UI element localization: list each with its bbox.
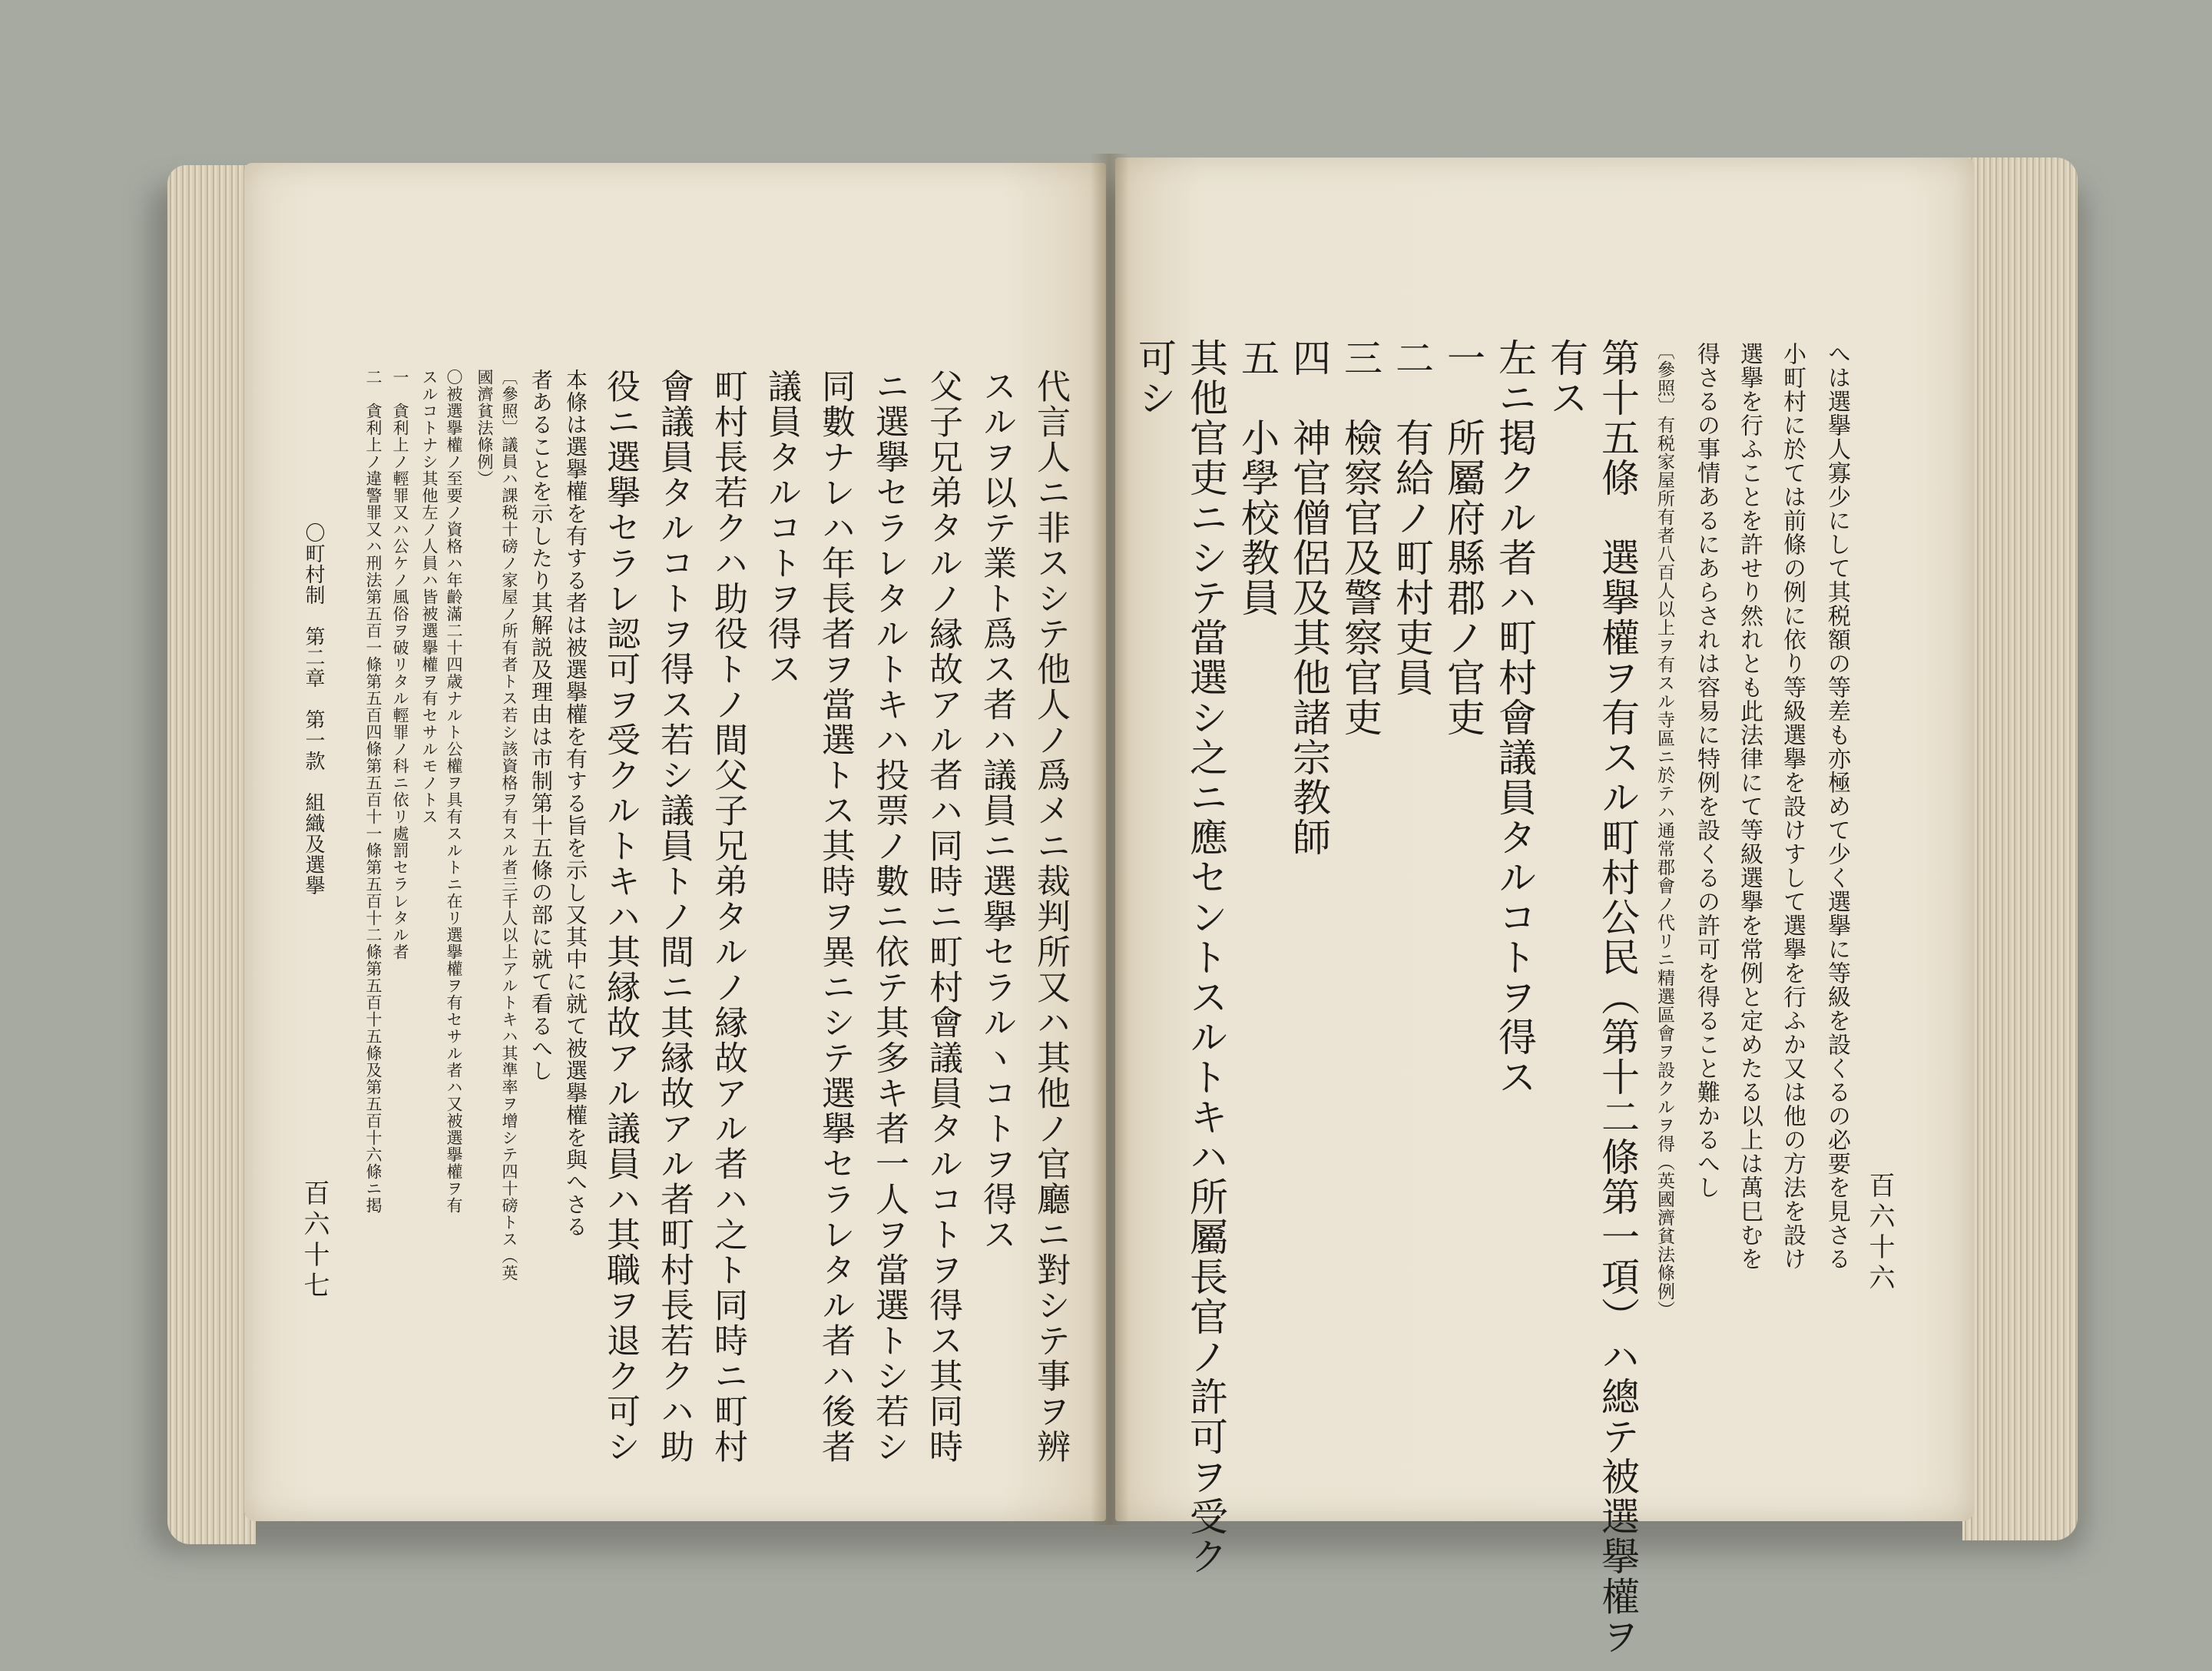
right-reference-note: 〔參照〕有税家屋所有者八百人以上ヲ有スル寺區ニ於テハ通常郡會ノ代リニ精選區會ヲ設クルヲ得（英國濟貧法條例） [1654,342,1674,1319]
left-col-8: 會議員タルコトヲ得ス若シ議員トノ間ニ其縁故アル者町村長若クハ助 [654,369,694,1464]
left-col-3: 父子兄弟タルノ縁故アル者ハ同時ニ町村會議員タルコトヲ得ス其同時 [923,369,962,1464]
left-page-edges [167,165,256,1544]
left-reference-1: 〔參照〕議員ハ課税十磅ノ家屋ノ所有者トス若シ該資格ヲ有スル者三千人以上アルトキハ其準率ヲ增シテ四十磅トス（英 [500,369,518,1281]
right-col-4: 得さるの事情あるにあらされは容易に特例を設くるの許可を得ること難かるへし [1693,342,1720,1199]
list-item-1: 一 所屬府縣郡ノ官吏 [1441,338,1485,738]
right-col-2: 小町村に於ては前條の例に依り等級選擧を設けすして選擧を行ふか又は他の方法を設け [1779,342,1806,1271]
right-page-edges [1962,157,2078,1540]
left-col-2: スルヲ以テ業ト爲ス者ハ議員ニ選擧セラルヽコトヲ得ス [977,369,1016,1252]
right-col-3: 選擧を行ふことを許せり然れとも此法律にて等級選擧を常例と定めたる以上は萬巳むを [1736,342,1763,1271]
left-reference-2: 國濟貧法條例） [475,369,494,487]
left-page-number: 百六十七 [299,1179,329,1302]
left-col-1: 代言人ニ非スシテ他人ノ爲メニ裁判所又ハ其他ノ官廳ニ對シテ事ヲ辨 [1031,369,1070,1464]
left-col-5: 同數ナレハ年長者ヲ當選トス其時ヲ異ニシテ選擧セラレタル者ハ後者 [816,369,855,1464]
right-col-7: 左ニ掲クル者ハ町村會議員タルコトヲ得ス [1492,338,1537,1097]
list-item-2: 二 有給ノ町村吏員 [1389,338,1434,698]
left-col-6: 議員タルコトヲ得ス [762,369,801,687]
list-item-5: 五 小學校教員 [1235,338,1280,618]
right-col-1: へは選擧人寡少にして其税額の等差も亦極めて少く選擧に等級を設くるの必要を見さる [1823,342,1850,1271]
left-col-4: ニ選擧セラレタルトキハ投票ノ數ニ依テ其多キ者一人ヲ當選トシ若シ [869,369,909,1464]
right-col-13: 其他官吏ニシテ當選シ之ニ應セントスルトキハ所屬長官ノ許可ヲ受ク [1184,338,1228,1577]
left-col-7: 町村長若クハ助役トノ間父子兄弟タルノ縁故アル者ハ之ト同時ニ町村 [708,369,747,1464]
left-commentary-2: 者あることを示したり其解説及理由は市制第十五條の部に就て看るへし [528,369,554,1082]
left-note-item-1: 一 貪利上ノ輕罪又ハ公ケノ風俗ヲ破リタル輕罪ノ科ニ依リ處罰セラレタル者 [391,369,409,960]
list-item-3: 三 檢察官及警察官吏 [1338,338,1382,738]
right-col-6: 有ス [1544,338,1588,418]
left-note-item-2: 二 貪利上ノ違警罪又ハ刑法第五百一條第五百四條第五百十一條第五百十二條第五百十五條及第五百十六條ニ掲 [364,369,382,1214]
left-running-footer: 〇町村制 第二章 第一款 組織及選擧 [302,522,325,896]
left-note-2: スルコトナシ其他左ノ人員ハ皆被選擧權ヲ有セサルモノトス [420,369,439,825]
right-col-14: 可シ [1132,338,1177,418]
left-col-9: 役ニ選擧セラレ認可ヲ受クルトキハ其縁故アル議員ハ其職ヲ退ク可シ [601,369,640,1464]
left-note-1: 〇被選擧權ノ至要ノ資格ハ年齡滿二十四歳ナルト公權ヲ具有スルトニ在リ選擧權ヲ有セサル者ハ又被選擧權ヲ有 [445,369,463,1214]
article-15-heading: 第十五條 選擧權ヲ有スル町村公民（第十二條第一項）ハ總テ被選擧權ヲ [1595,338,1640,1656]
left-commentary-1: 本條は選擧權を有する者は被選擧權を有する旨を示し又其中に就て被選擧權を與へさる [563,369,588,1238]
book-gutter [1091,154,1129,1525]
right-page-number: 百六十六 [1864,1172,1895,1295]
list-item-4: 四 神官僧侶及其他諸宗教師 [1286,338,1331,857]
